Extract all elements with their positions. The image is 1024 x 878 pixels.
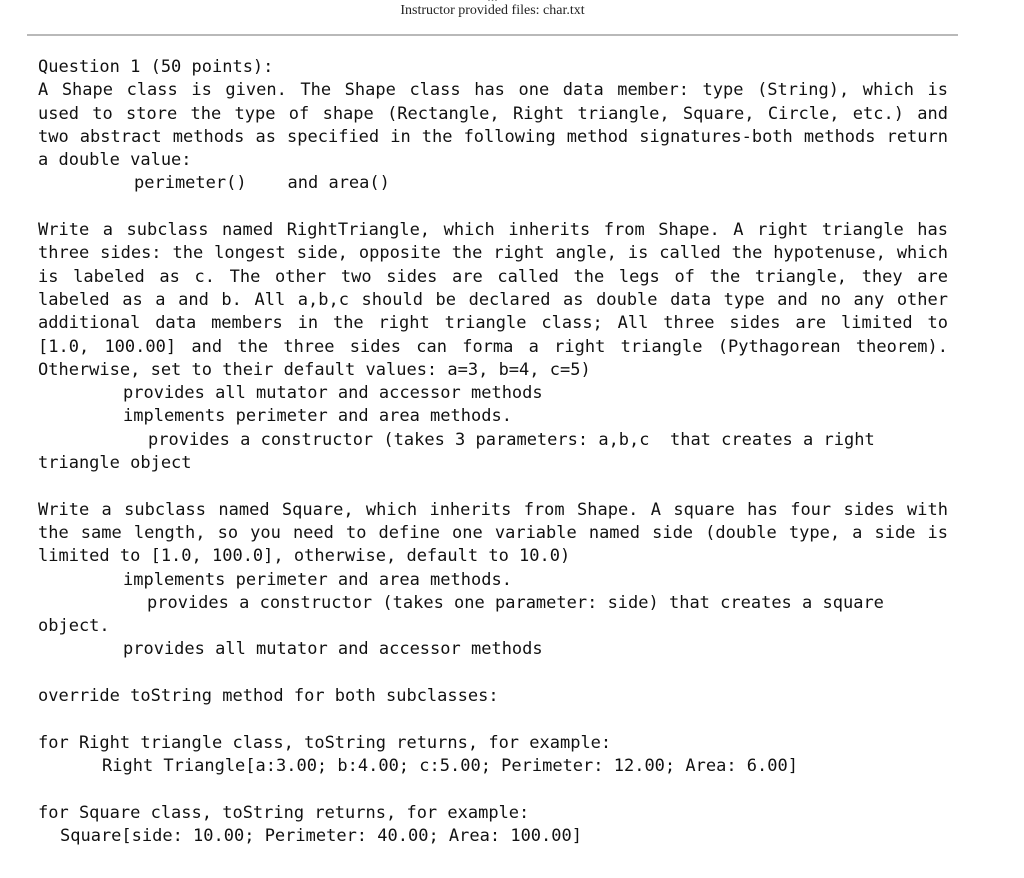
square-req-constructor: provides a constructor (takes one parameter: side) that creates a square (147, 592, 884, 613)
square-tostring-label: for Square class, toString returns, for example: (38, 802, 530, 823)
question-title: Question 1 (50 points): (38, 57, 274, 77)
spacer (38, 196, 948, 219)
square-description: Write a subclass named Square, which inherits from Shape. A square has four sides with the same length, so you need to define one variable named side (double type, a side is limited to [1.0, 100.0], otherwise, default to 10.0) (38, 499, 948, 567)
square-req-accessors: provides all mutator and accessor methods (123, 639, 543, 660)
square-req-constructor-cont: object. (38, 616, 110, 637)
assignment-document (38, 56, 948, 848)
instructor-files-note: Instructor provided files: char.txt (400, 3, 585, 18)
right-triangle-tostring-label: for Right triangle class, toString returns, for example: (38, 732, 612, 753)
square-tostring-example: Square[side: 10.00; Perimeter: 40.00; Area: 100.00] (60, 825, 582, 846)
right-triangle-description: Write a subclass named RightTriangle, which inherits from Shape. A right triangle has three sides: the longest side, opposite the right angle, is called the hypotenuse, which is labeled as c. The other two sides are called the legs of the triangle, they are labeled as a and b. All a,b,c should be declared as double data type and no any other additional data members in the right triangle class; All three sides are limited to [1.0, 100.00] and the three sides can forma a right triangle (Pythagorean theorem). Otherwise, set to their default values: a=3, b=4, c=5) (38, 220, 948, 380)
shape-class-description: A Shape class is given. The Shape class has one data member: type (String), which is used to store the type of shape (Rectangle, Right triangle, Square, Circle, etc.) and two abstract methods as specified in the following method signatures-both methods return a double value: (38, 80, 948, 171)
right-triangle-req-constructor-cont: triangle object (38, 453, 192, 474)
spacer (38, 708, 948, 731)
square-req-methods: implements perimeter and area methods. (123, 569, 512, 590)
right-triangle-tostring-example: Right Triangle[a:3.00; b:4.00; c:5.00; Perimeter: 12.00; Area: 6.00] (102, 755, 798, 776)
spacer (38, 475, 948, 498)
abstract-methods-line: perimeter() and area() (134, 173, 390, 194)
tostring-intro: override toString method for both subclasses: (38, 686, 499, 707)
spacer (38, 662, 948, 685)
right-triangle-req-accessors: provides all mutator and accessor methods (123, 383, 543, 404)
right-triangle-req-methods: implements perimeter and area methods. (123, 406, 512, 427)
document-header (27, 0, 958, 36)
right-triangle-req-constructor: provides a constructor (takes 3 parameters: a,b,c that creates a right (148, 429, 875, 450)
spacer (38, 778, 948, 801)
